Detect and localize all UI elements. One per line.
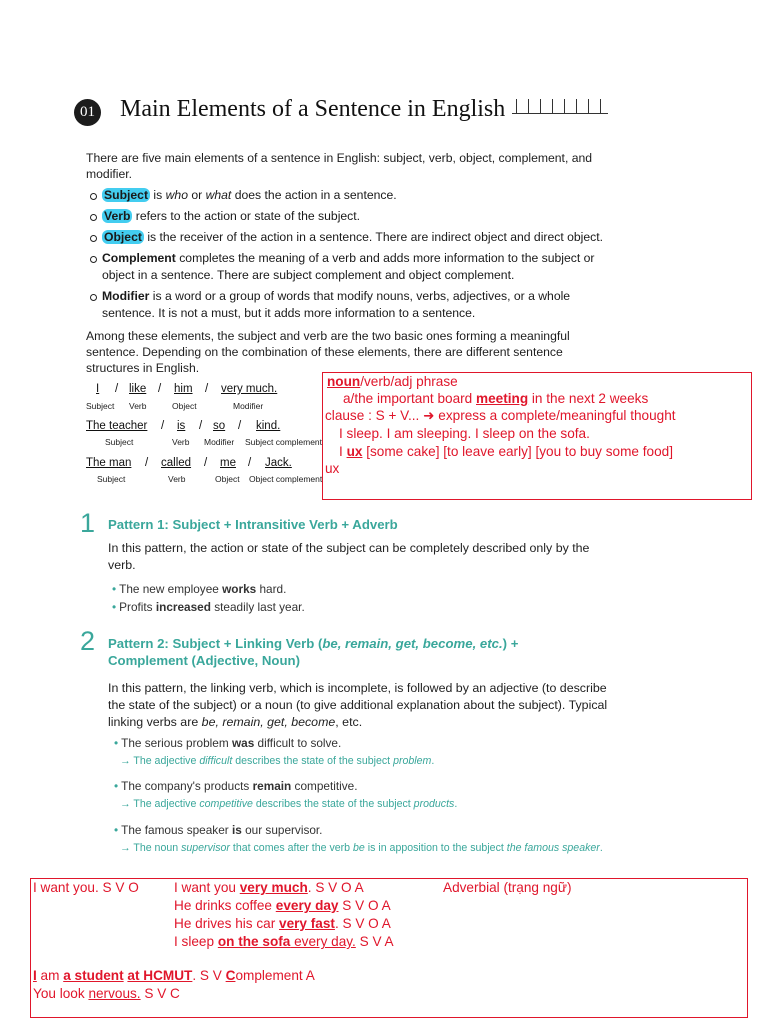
list-item-complement (88, 250, 608, 284)
word: / (205, 383, 209, 395)
list-item-object (88, 229, 608, 246)
text: a student (63, 968, 124, 983)
text: . (431, 755, 435, 767)
pattern-1-example-2 (112, 599, 305, 615)
text: difficult (199, 755, 233, 767)
text: a/the important board (343, 391, 476, 406)
word: / (199, 420, 203, 432)
label: Subject (86, 401, 115, 411)
label: Verb (168, 474, 186, 484)
label: Modifier (233, 401, 264, 411)
handwritten-examples-box (30, 878, 748, 1018)
note-row-6 (33, 985, 180, 1003)
text: The noun (133, 842, 182, 854)
intro-paragraph: There are five main elements of a sentence in English: subject, verb, object, complement, and modifier. (86, 151, 593, 181)
word: very much. (221, 383, 278, 395)
word: called (161, 457, 192, 469)
label: Modifier (204, 437, 235, 447)
structures-paragraph: Among these elements, the subject and verb are the two basic ones forming a meaningful sentence. Depending on the combination of these elements, there are different sentence structures in English. (86, 329, 570, 375)
list-item-subject (88, 187, 608, 204)
pattern-2-note-3 (120, 841, 610, 855)
text: The adjective (133, 755, 200, 767)
word: / (248, 457, 252, 469)
text: . (454, 798, 458, 810)
text: noun (327, 374, 361, 389)
text: . (599, 842, 603, 854)
pattern-1-example-1 (112, 581, 286, 597)
text: does the action in a sentence. (231, 188, 397, 202)
text: In this pattern, the linking verb, which is incomplete, is followed by an adjective (to describe the state of the subject) or a noun (to give additional explanation about the subject). Typical linking verbs are (108, 681, 608, 729)
text: The adjective (133, 798, 200, 810)
text: completes the meaning of a verb and adds more information to the subject or object in a sentence. There are subject complement and object complement. (102, 251, 595, 282)
text: The new employee (119, 582, 223, 596)
label: Verb (129, 401, 147, 411)
word: / (145, 457, 149, 469)
word: I (96, 383, 100, 395)
text: nervous. (88, 986, 141, 1001)
pattern-2-number: 2 (80, 626, 96, 656)
text: Profits (119, 600, 156, 614)
text: increased (155, 600, 211, 614)
word: kind. (256, 420, 281, 432)
note-line-2 (343, 390, 648, 408)
text: steadily last year. (210, 600, 305, 614)
text: The serious problem (121, 736, 232, 750)
text: . S V (192, 968, 226, 983)
page-title: Main Elements of a Sentence in English (120, 96, 506, 122)
text: , etc. (335, 715, 363, 729)
label: Object (215, 474, 240, 484)
text: difficult to solve. (254, 736, 342, 750)
pattern-2-example-3 (114, 822, 322, 838)
pattern-2-note-2 (120, 797, 590, 811)
text: S V C (140, 986, 180, 1001)
text: is in apposition to the subject (364, 842, 507, 854)
text: supervisor (181, 842, 230, 854)
pattern-2-title (108, 636, 518, 651)
text: hard. (256, 582, 287, 596)
text: You look (33, 986, 89, 1001)
text: be, remain, get, become (201, 715, 336, 729)
note-row-5 (33, 967, 315, 985)
ruler-decoration (512, 96, 608, 114)
word: / (204, 457, 208, 469)
handwritten-note-box (322, 372, 752, 500)
bullet-dot: • (112, 600, 117, 614)
word: me (220, 457, 236, 469)
text: am (36, 968, 64, 983)
object-term: Object (104, 230, 142, 244)
text: [some cake] [to leave early] [you to buy some food] (362, 444, 673, 459)
text: refers to the action or state of the subject. (132, 209, 361, 223)
text: C (225, 968, 236, 983)
text: describes the state of the subject (252, 798, 414, 810)
text: He drinks coffee (174, 898, 276, 913)
section-number-badge: 01 (74, 99, 101, 126)
word: The man (86, 457, 132, 469)
text: Pattern 2: Subject + Linking Verb ( (108, 636, 323, 651)
pattern-1-title: Pattern 1: Subject + Intransitive Verb + Adverb (108, 517, 398, 532)
pattern-1-number: 1 (80, 508, 96, 538)
note-line-4: I sleep. I am sleeping. I sleep on the sofa. (339, 426, 590, 441)
note-row-1a: I want you. S V O (33, 880, 139, 895)
word: / (238, 420, 242, 432)
text: remain (252, 779, 292, 793)
text: be (353, 842, 365, 854)
text: what (205, 188, 232, 202)
text: He drives his car (174, 916, 280, 931)
text: every day (275, 898, 339, 913)
pattern-2-note-1 (120, 754, 590, 768)
word: The teacher (86, 420, 148, 432)
pattern-2-text (108, 680, 620, 731)
word: / (161, 420, 165, 432)
text: products (413, 798, 455, 810)
modifier-term: Modifier (102, 289, 150, 303)
text: /verb/adj phrase (360, 374, 458, 389)
word: him (174, 383, 193, 395)
text: is (231, 823, 242, 837)
arrow-icon: → (120, 755, 134, 767)
text: meeting (476, 391, 529, 406)
word: Jack. (265, 457, 292, 469)
text: ux (346, 444, 363, 459)
text: or (187, 188, 206, 202)
text: . S V O A (307, 880, 364, 895)
label: Verb (172, 437, 190, 447)
text: at HCMUT (127, 968, 193, 983)
pattern-2-title-line-2: Complement (Adjective, Noun) (108, 653, 300, 668)
text: in the next 2 weeks (528, 391, 649, 406)
pattern-2-example-1 (114, 735, 341, 751)
text: our supervisor. (241, 823, 323, 837)
text: problem (393, 755, 432, 767)
text: who (165, 188, 188, 202)
text: every day. (290, 934, 356, 949)
note-line-1 (327, 373, 458, 391)
text: I (33, 968, 37, 983)
word: so (213, 420, 226, 432)
label: Object (172, 401, 197, 411)
word: like (129, 383, 147, 395)
text: is the receiver of the action in a sentence. There are indirect object and direct object. (143, 230, 604, 244)
note-row-1b (174, 879, 364, 897)
label: Object complement (249, 474, 323, 484)
list-item-verb (88, 208, 608, 225)
verb-term: Verb (104, 209, 131, 223)
bullet-dot: • (114, 823, 119, 837)
note-line-6: ux (325, 461, 340, 476)
text: was (231, 736, 255, 750)
note-row-1c: Adverbial (trạng ngữ) (443, 880, 572, 895)
note-row-4 (174, 933, 394, 951)
text: on the sofa (217, 934, 291, 949)
bullet-dot: • (112, 582, 117, 596)
subject-term: Subject (104, 188, 149, 202)
text: very fast (279, 916, 335, 931)
text: I sleep (174, 934, 218, 949)
text: that comes after the verb (229, 842, 354, 854)
word: / (115, 383, 119, 395)
text: the famous speaker (506, 842, 600, 854)
text: I want you (174, 880, 240, 895)
label: Subject complement (245, 437, 323, 447)
word: / (158, 383, 162, 395)
text: The famous speaker (121, 823, 232, 837)
word: is (177, 420, 186, 432)
note-row-2 (174, 897, 391, 915)
text: competitive. (291, 779, 358, 793)
pattern-2-example-2 (114, 778, 358, 794)
pattern-1-text: In this pattern, the action or state of the subject can be completely described only by the verb. (108, 541, 590, 572)
list-item-modifier (88, 288, 608, 322)
label: Subject (105, 437, 134, 447)
text: works (222, 582, 257, 596)
note-row-3 (174, 915, 391, 933)
arrow-icon: → (120, 798, 134, 810)
label: Subject (97, 474, 126, 484)
text: is a word or a group of words that modify nouns, verbs, adjectives, or a whole sentence. It is not a must, but it adds more information to a sentence. (102, 289, 571, 320)
text: very much (239, 880, 308, 895)
text: omplement A (235, 968, 315, 983)
text: The company's products (121, 779, 253, 793)
arrow-icon: → (120, 842, 134, 854)
text: S V A (355, 934, 394, 949)
text: is (150, 188, 166, 202)
bullet-dot: • (114, 779, 119, 793)
text: . S V O A (334, 916, 391, 931)
bullet-dot: • (114, 736, 119, 750)
note-line-5 (339, 443, 673, 461)
text: I (339, 444, 347, 459)
text: be, remain, get, become, etc. (322, 636, 503, 651)
text: ) + (502, 636, 519, 651)
complement-term: Complement (102, 251, 176, 265)
note-line-3: clause : S + V... ➜ express a complete/meaningful thought (325, 408, 676, 423)
text: competitive (199, 798, 253, 810)
text: describes the state of the subject (232, 755, 394, 767)
element-list (88, 187, 608, 326)
text: S V O A (338, 898, 391, 913)
